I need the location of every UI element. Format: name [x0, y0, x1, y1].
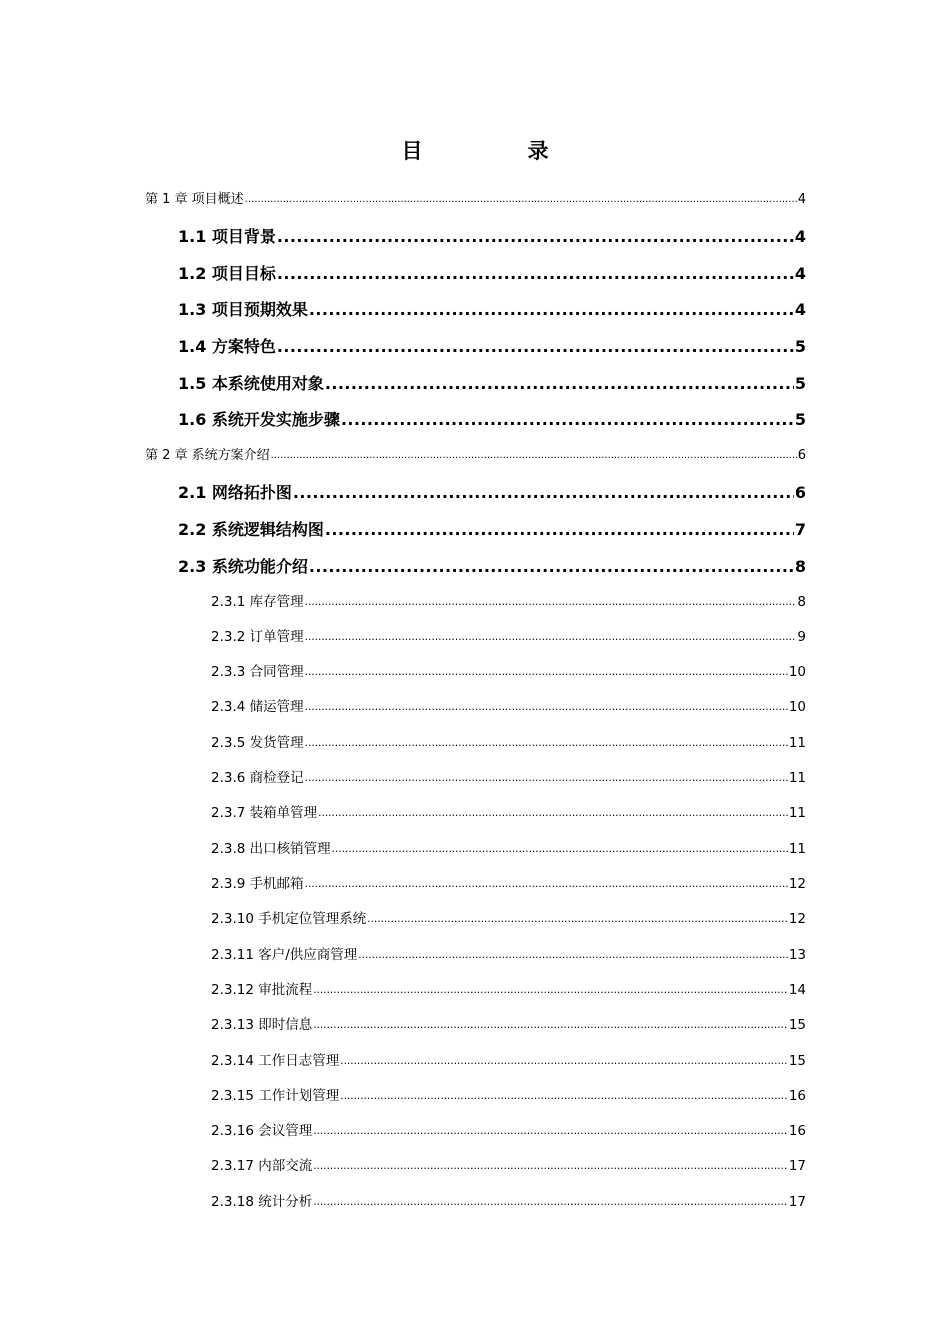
toc-page-number: 11	[788, 735, 806, 751]
toc-chapter-entry[interactable]	[145, 446, 806, 466]
toc-entry-label: 2.3 系统功能介绍	[178, 557, 308, 576]
toc-entry-label: 2.3.6 商检登记	[211, 770, 304, 786]
toc-entry-label: 2.3.7 装箱单管理	[211, 805, 318, 821]
toc-page-number: 17	[788, 1158, 806, 1174]
toc-entry-label: 2.3.3 合同管理	[211, 664, 304, 680]
toc-subsection-entry[interactable]	[211, 1051, 806, 1071]
toc-entry-label: 2.3.18 统计分析	[211, 1194, 313, 1210]
toc-subsection-entry[interactable]	[211, 839, 806, 859]
toc-subsection-entry[interactable]	[211, 803, 806, 823]
toc-dot-leader	[305, 627, 797, 647]
toc-entry-label: 第 2 章 系统方案介绍	[145, 448, 270, 463]
toc-entry-label: 2.3.8 出口核销管理	[211, 841, 331, 857]
toc-subsection-entry[interactable]	[211, 945, 806, 965]
toc-section-entry[interactable]	[178, 555, 806, 579]
toc-chapter-entry[interactable]	[145, 190, 806, 210]
toc-dot-leader	[305, 592, 797, 612]
toc-page-number: 17	[788, 1194, 806, 1210]
toc-entry-label: 1.4 方案特色	[178, 337, 276, 356]
toc-page-number: 9	[797, 629, 806, 645]
toc-subsection-entry[interactable]	[211, 980, 806, 1000]
toc-page-number: 4	[797, 192, 806, 207]
toc-page-number: 7	[794, 520, 806, 539]
toc-dot-leader	[305, 733, 788, 753]
toc-page-number: 8	[794, 557, 806, 576]
toc-dot-leader	[313, 980, 788, 1000]
toc-entry-label: 2.3.17 内部交流	[211, 1158, 313, 1174]
toc-subsection-entry[interactable]	[211, 697, 806, 717]
toc-entry-label: 1.6 系统开发实施步骤	[178, 410, 340, 429]
toc-page-number: 10	[788, 664, 806, 680]
toc-page-number: 11	[788, 770, 806, 786]
toc-entry-label: 1.5 本系统使用对象	[178, 374, 324, 393]
toc-dot-leader	[309, 298, 794, 322]
toc-entry-label: 2.3.13 即时信息	[211, 1017, 313, 1033]
toc-entry-label: 2.3.12 审批流程	[211, 982, 313, 998]
toc-subsection-entry[interactable]	[211, 592, 806, 612]
toc-entry-label: 2.2 系统逻辑结构图	[178, 520, 324, 539]
toc-dot-leader	[313, 1015, 788, 1035]
toc-section-entry[interactable]	[178, 298, 806, 322]
toc-dot-leader	[325, 372, 794, 396]
toc-subsection-entry[interactable]	[211, 909, 806, 929]
toc-subsection-entry[interactable]	[211, 1015, 806, 1035]
toc-page-number: 5	[794, 410, 806, 429]
toc-dot-leader	[245, 190, 797, 210]
toc-entry-label: 第 1 章 项目概述	[145, 192, 244, 207]
toc-dot-leader	[305, 697, 788, 717]
toc-entry-label: 2.3.16 会议管理	[211, 1123, 313, 1139]
toc-dot-leader	[305, 874, 788, 894]
toc-entry-label: 2.3.2 订单管理	[211, 629, 304, 645]
toc-page-number: 5	[794, 337, 806, 356]
toc-entry-label: 2.3.1 库存管理	[211, 594, 304, 610]
toc-dot-leader	[341, 408, 794, 432]
toc-page-number: 12	[788, 876, 806, 892]
toc-page-number: 15	[788, 1017, 806, 1033]
toc-section-entry[interactable]	[178, 518, 806, 542]
toc-dot-leader	[313, 1156, 788, 1176]
toc-dot-leader	[277, 225, 794, 249]
toc-dot-leader	[367, 909, 788, 929]
toc-dot-leader	[358, 945, 788, 965]
toc-page-number: 4	[794, 300, 806, 319]
toc-entry-label: 2.1 网络拓扑图	[178, 483, 292, 502]
toc-dot-leader	[332, 839, 788, 859]
toc-entry-label: 2.3.10 手机定位管理系统	[211, 911, 367, 927]
toc-page-number: 14	[788, 982, 806, 998]
toc-section-entry[interactable]	[178, 262, 806, 286]
toc-dot-leader	[313, 1121, 788, 1141]
toc-subsection-entry[interactable]	[211, 874, 806, 894]
toc-page-number: 6	[794, 483, 806, 502]
toc-entry-label: 1.3 项目预期效果	[178, 300, 308, 319]
toc-section-entry[interactable]	[178, 481, 806, 505]
toc-subsection-entry[interactable]	[211, 662, 806, 682]
toc-entry-label: 2.3.15 工作计划管理	[211, 1088, 340, 1104]
toc-section-entry[interactable]	[178, 372, 806, 396]
toc-entry-label: 1.1 项目背景	[178, 227, 276, 246]
toc-dot-leader	[305, 768, 788, 788]
toc-entry-label: 2.3.9 手机邮箱	[211, 876, 304, 892]
toc-subsection-entry[interactable]	[211, 1086, 806, 1106]
toc-dot-leader	[309, 555, 794, 579]
toc-subsection-entry[interactable]	[211, 1121, 806, 1141]
toc-dot-leader	[340, 1051, 788, 1071]
toc-page-number: 8	[797, 594, 806, 610]
toc-page-number: 15	[788, 1053, 806, 1069]
toc-page-number: 16	[788, 1088, 806, 1104]
toc-dot-leader	[325, 518, 794, 542]
toc-page-number: 4	[794, 227, 806, 246]
toc-dot-leader	[305, 662, 788, 682]
toc-dot-leader	[277, 262, 794, 286]
toc-subsection-entry[interactable]	[211, 1192, 806, 1212]
toc-page-number: 12	[788, 911, 806, 927]
toc-section-entry[interactable]	[178, 408, 806, 432]
toc-subsection-entry[interactable]	[211, 1156, 806, 1176]
toc-dot-leader	[293, 481, 794, 505]
toc-dot-leader	[271, 446, 797, 466]
toc-page-number: 13	[788, 947, 806, 963]
toc-entry-label: 1.2 项目目标	[178, 264, 276, 283]
toc-subsection-entry[interactable]	[211, 768, 806, 788]
toc-page-number: 11	[788, 805, 806, 821]
toc-dot-leader	[277, 335, 794, 359]
toc-subsection-entry[interactable]	[211, 627, 806, 647]
toc-page-number: 16	[788, 1123, 806, 1139]
toc-page-number: 10	[788, 699, 806, 715]
toc-page-number: 5	[794, 374, 806, 393]
toc-dot-leader	[313, 1192, 788, 1212]
toc-dot-leader	[340, 1086, 788, 1106]
toc-section-entry[interactable]	[178, 225, 806, 249]
toc-entry-label: 2.3.4 储运管理	[211, 699, 304, 715]
toc-entry-label: 2.3.14 工作日志管理	[211, 1053, 340, 1069]
toc-dot-leader	[318, 803, 788, 823]
toc-page-number: 4	[794, 264, 806, 283]
toc-page-number: 11	[788, 841, 806, 857]
toc-title: 目 录	[401, 139, 591, 163]
toc-entry-label: 2.3.5 发货管理	[211, 735, 304, 751]
toc-page-number: 6	[797, 448, 806, 463]
toc-entry-label: 2.3.11 客户/供应商管理	[211, 947, 358, 963]
toc-subsection-entry[interactable]	[211, 733, 806, 753]
toc-section-entry[interactable]	[178, 335, 806, 359]
